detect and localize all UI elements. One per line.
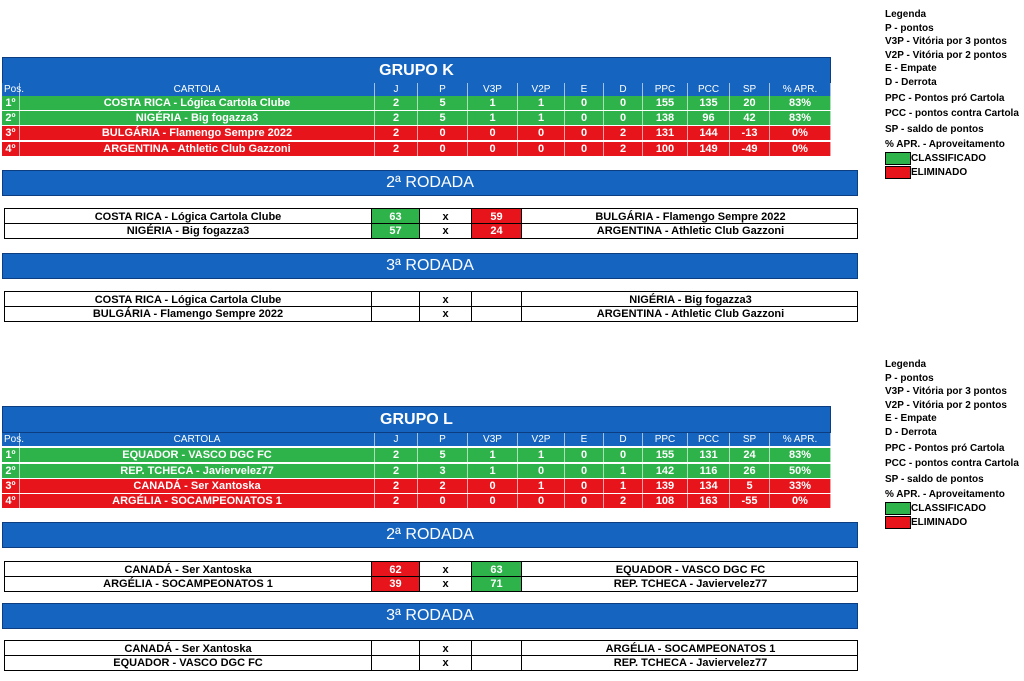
standings-cell-v3p: 1: [468, 111, 518, 125]
standings-cell-e: 0: [565, 479, 604, 493]
standings-cell-apr: 83%: [770, 448, 831, 462]
match-row: [4, 208, 858, 224]
legend-item: % APR. - Aproveitamento: [885, 489, 1005, 501]
match-away-team: REP. TCHECA - Javiervelez77: [521, 577, 859, 591]
legend-item: % APR. - Aproveitamento: [885, 139, 1005, 151]
match-row: [4, 576, 858, 592]
match-away-score: 71: [471, 577, 521, 591]
legend-item: PCC - pontos contra Cartola: [885, 458, 1019, 470]
standings-cell-e: 0: [565, 494, 604, 508]
standings-cell-v3p: 1: [468, 448, 518, 462]
match-home-score: 62: [371, 562, 419, 577]
column-header: PCC: [688, 83, 730, 96]
standings-row: [2, 96, 831, 111]
standings-cell-d: 2: [604, 494, 643, 508]
match-home-team: NIGÉRIA - Big fogazza3: [126, 225, 250, 237]
standings-cell-v3p: 0: [468, 142, 518, 156]
legend-eliminated-swatch: [885, 516, 911, 529]
standings-cell-e: 0: [565, 96, 604, 110]
column-header: J: [375, 83, 418, 96]
legend-item: PPC - Pontos pró Cartola: [885, 442, 1005, 454]
match-away-score: [471, 641, 521, 656]
match-versus: x: [419, 224, 471, 238]
standings-cell-j: 2: [375, 448, 418, 462]
legend: [885, 358, 1019, 529]
legend-title: Legenda: [885, 359, 927, 370]
standings-cell-sp: -49: [730, 142, 770, 156]
standings-cell-apr: 33%: [770, 479, 831, 493]
legend-item: V3P - Vitória por 3 pontos: [885, 386, 1007, 398]
match-home-score: 63: [371, 209, 419, 224]
standings-cell-j: 2: [375, 142, 418, 156]
column-header: Pos.: [4, 84, 25, 95]
legend-classified-swatch: [885, 152, 911, 165]
match-row: [4, 223, 858, 239]
column-header: PCC: [688, 433, 730, 446]
match-home-team: COSTA RICA - Lógica Cartola Clube: [94, 293, 282, 306]
standings-cell-pos: 2º: [2, 111, 20, 125]
standings-cell-sp: 24: [730, 448, 770, 462]
match-versus: x: [419, 209, 471, 224]
standings-cell-sp: -55: [730, 494, 770, 508]
standings-cell-d: 1: [604, 464, 643, 478]
standings-cell-j: 2: [375, 479, 418, 493]
standings-cell-pos: 4º: [2, 142, 20, 156]
standings-cell-ppc: 108: [643, 494, 688, 508]
standings-cell-v2p: 1: [518, 111, 565, 125]
match-away-score: [471, 656, 521, 670]
standings-cell-apr: 0%: [770, 142, 831, 156]
standings-cell-pos: 2º: [2, 464, 20, 478]
standings-row: [2, 448, 831, 463]
round-banner: 3ª RODADA: [2, 253, 858, 279]
match-away-team: ARGENTINA - Athletic Club Gazzoni: [521, 224, 859, 238]
match-versus: x: [419, 292, 471, 307]
legend-classified: [885, 152, 1019, 166]
standings-cell-team: REP. TCHECA - Javiervelez77: [20, 464, 375, 478]
match-home-score: [371, 292, 419, 307]
standings-cell-d: 1: [604, 479, 643, 493]
standings-cell-e: 0: [565, 448, 604, 462]
standings-cell-pcc: 163: [688, 494, 730, 508]
standings-cell-team: EQUADOR - VASCO DGC FC: [20, 448, 375, 462]
group-title: [2, 57, 831, 84]
legend-classified: [885, 502, 1019, 516]
standings-cell-ppc: 139: [643, 479, 688, 493]
standings-cell-d: 2: [604, 126, 643, 140]
standings-cell-j: 2: [375, 494, 418, 508]
standings-cell-pos: 1º: [2, 96, 20, 110]
match-home-score: [371, 656, 419, 670]
standings-cell-v2p: 0: [518, 464, 565, 478]
standings-cell-p: 0: [418, 494, 468, 508]
legend-item: PPC - Pontos pró Cartola: [885, 92, 1005, 104]
standings-cell-v2p: 1: [518, 479, 565, 493]
standings-cell-d: 0: [604, 448, 643, 462]
standings-header: [2, 433, 831, 446]
standings-row: [2, 479, 831, 494]
standings-cell-d: 2: [604, 142, 643, 156]
match-home-team: EQUADOR - VASCO DGC FC: [113, 657, 263, 669]
standings-cell-e: 0: [565, 464, 604, 478]
group-title-text: GRUPO K: [379, 62, 454, 79]
standings-cell-sp: 5: [730, 479, 770, 493]
standings-cell-e: 0: [565, 142, 604, 156]
standings-cell-pcc: 116: [688, 464, 730, 478]
standings-cell-ppc: 131: [643, 126, 688, 140]
legend: [885, 8, 1019, 179]
match-versus: x: [419, 562, 471, 577]
column-header: J: [375, 433, 418, 446]
column-header: Pos.: [4, 434, 25, 445]
legend-item: E - Empate: [885, 63, 937, 75]
legend-item: V3P - Vitória por 3 pontos: [885, 36, 1007, 48]
match-versus: x: [419, 656, 471, 670]
standings-cell-apr: 0%: [770, 126, 831, 140]
standings-row: [2, 142, 831, 157]
match-away-score: 63: [471, 562, 521, 577]
standings-cell-ppc: 142: [643, 464, 688, 478]
round-banner: 2ª RODADA: [2, 522, 858, 548]
match-home-score: [371, 641, 419, 656]
standings-row: [2, 464, 831, 479]
standings-cell-v3p: 1: [468, 96, 518, 110]
standings-cell-apr: 83%: [770, 96, 831, 110]
legend-eliminated: [885, 166, 1019, 180]
match-home-team: BULGÁRIA - Flamengo Sempre 2022: [92, 308, 284, 320]
match-row: [4, 291, 858, 307]
column-header: P: [418, 433, 468, 446]
match-home-team: ARGÉLIA - SOCAMPEONATOS 1: [103, 578, 273, 590]
standings-cell-pos: 1º: [2, 448, 20, 462]
standings-cell-team: ARGENTINA - Athletic Club Gazzoni: [20, 142, 375, 156]
legend-classified-swatch: [885, 502, 911, 515]
legend-item: SP - saldo de pontos: [885, 123, 984, 135]
column-header: SP: [730, 433, 770, 446]
standings-cell-p: 2: [418, 479, 468, 493]
match-away-team: REP. TCHECA - Javiervelez77: [521, 656, 859, 670]
match-versus: x: [419, 641, 471, 656]
match-home-score: 39: [371, 577, 419, 591]
standings-cell-team: COSTA RICA - Lógica Cartola Clube: [20, 96, 375, 110]
column-header: E: [565, 83, 604, 96]
legend-eliminated-label: ELIMINADO: [911, 516, 968, 528]
standings-cell-p: 0: [418, 142, 468, 156]
match-away-score: [471, 292, 521, 307]
match-away-team: ARGÉLIA - SOCAMPEONATOS 1: [521, 641, 859, 656]
standings-cell-p: 5: [418, 111, 468, 125]
match-home-team: COSTA RICA - Lógica Cartola Clube: [94, 210, 282, 223]
column-header: % APR.: [770, 83, 831, 96]
standings-cell-team: NIGÉRIA - Big fogazza3: [20, 111, 375, 125]
legend-item: D - Derrota: [885, 76, 937, 88]
legend-item: P - pontos: [885, 372, 934, 384]
standings-cell-pcc: 96: [688, 111, 730, 125]
standings-cell-j: 2: [375, 126, 418, 140]
legend-item: P - pontos: [885, 22, 934, 34]
legend-eliminated-swatch: [885, 166, 911, 179]
standings-cell-team: CANADÁ - Ser Xantoska: [20, 479, 375, 493]
match-away-score: [471, 307, 521, 321]
standings-cell-sp: 26: [730, 464, 770, 478]
standings-cell-pcc: 149: [688, 142, 730, 156]
legend-classified-label: CLASSIFICADO: [911, 153, 986, 165]
column-header: SP: [730, 83, 770, 96]
legend-item: V2P - Vitória por 2 pontos: [885, 49, 1007, 61]
match-away-score: 24: [471, 224, 521, 238]
standings-cell-j: 2: [375, 111, 418, 125]
legend-eliminated-label: ELIMINADO: [911, 166, 968, 178]
standings-cell-v2p: 1: [518, 448, 565, 462]
legend-item: SP - saldo de pontos: [885, 473, 984, 485]
standings-cell-p: 5: [418, 96, 468, 110]
standings-cell-apr: 83%: [770, 111, 831, 125]
match-home-score: 57: [371, 224, 419, 238]
legend-item: D - Derrota: [885, 426, 937, 438]
match-away-team: EQUADOR - VASCO DGC FC: [521, 562, 859, 577]
standings-cell-d: 0: [604, 96, 643, 110]
match-row: [4, 640, 858, 656]
standings-cell-team: BULGÁRIA - Flamengo Sempre 2022: [20, 126, 375, 140]
standings-cell-v3p: 0: [468, 479, 518, 493]
standings-cell-pcc: 135: [688, 96, 730, 110]
column-header: V2P: [518, 83, 565, 96]
standings-cell-sp: 42: [730, 111, 770, 125]
standings-cell-v2p: 0: [518, 494, 565, 508]
group-title: [2, 406, 831, 433]
legend-item: PCC - pontos contra Cartola: [885, 108, 1019, 120]
standings-cell-e: 0: [565, 126, 604, 140]
standings-cell-ppc: 155: [643, 448, 688, 462]
column-header: PPC: [643, 83, 688, 96]
column-header: CARTOLA: [20, 83, 375, 96]
match-versus: x: [419, 307, 471, 321]
match-home-team: CANADÁ - Ser Xantoska: [124, 642, 252, 655]
legend-eliminated: [885, 516, 1019, 530]
column-header: D: [604, 83, 643, 96]
standings-cell-v3p: 0: [468, 494, 518, 508]
match-home-score: [371, 307, 419, 321]
match-row: [4, 655, 858, 671]
legend-classified-label: CLASSIFICADO: [911, 503, 986, 515]
standings-cell-pcc: 131: [688, 448, 730, 462]
standings-cell-sp: -13: [730, 126, 770, 140]
match-row: [4, 561, 858, 577]
match-home-team: CANADÁ - Ser Xantoska: [124, 563, 252, 576]
column-header: V3P: [468, 433, 518, 446]
legend-title: Legenda: [885, 9, 927, 20]
standings-cell-v2p: 0: [518, 142, 565, 156]
standings-cell-sp: 20: [730, 96, 770, 110]
standings-cell-pos: 3º: [2, 479, 20, 493]
standings-cell-pos: 3º: [2, 126, 20, 140]
column-header: E: [565, 433, 604, 446]
column-header: V3P: [468, 83, 518, 96]
column-header: CARTOLA: [20, 433, 375, 446]
legend-item: V2P - Vitória por 2 pontos: [885, 399, 1007, 411]
match-row: [4, 306, 858, 322]
standings-row: [2, 111, 831, 126]
standings-cell-ppc: 100: [643, 142, 688, 156]
match-away-team: ARGENTINA - Athletic Club Gazzoni: [521, 307, 859, 321]
round-banner: 3ª RODADA: [2, 603, 858, 629]
column-header: D: [604, 433, 643, 446]
match-versus: x: [419, 577, 471, 591]
standings-row: [2, 126, 831, 141]
standings-cell-ppc: 138: [643, 111, 688, 125]
standings-row: [2, 494, 831, 509]
column-header: % APR.: [770, 433, 831, 446]
standings-cell-p: 5: [418, 448, 468, 462]
standings-cell-apr: 50%: [770, 464, 831, 478]
standings-cell-v3p: 0: [468, 126, 518, 140]
standings-cell-j: 2: [375, 464, 418, 478]
column-header: PPC: [643, 433, 688, 446]
standings-cell-v3p: 1: [468, 464, 518, 478]
standings-cell-pos: 4º: [2, 494, 20, 508]
match-away-team: NIGÉRIA - Big fogazza3: [521, 292, 859, 307]
standings-cell-v2p: 0: [518, 126, 565, 140]
standings-cell-d: 0: [604, 111, 643, 125]
standings-cell-e: 0: [565, 111, 604, 125]
standings-cell-ppc: 155: [643, 96, 688, 110]
group-title-text: GRUPO L: [380, 411, 453, 428]
standings-cell-v2p: 1: [518, 96, 565, 110]
match-away-score: 59: [471, 209, 521, 224]
column-header: P: [418, 83, 468, 96]
round-banner: 2ª RODADA: [2, 170, 858, 196]
standings-cell-j: 2: [375, 96, 418, 110]
match-away-team: BULGÁRIA - Flamengo Sempre 2022: [521, 209, 859, 224]
standings-cell-team: ARGÉLIA - SOCAMPEONATOS 1: [20, 494, 375, 508]
column-header: V2P: [518, 433, 565, 446]
standings-cell-p: 0: [418, 126, 468, 140]
standings-cell-apr: 0%: [770, 494, 831, 508]
standings-cell-pcc: 144: [688, 126, 730, 140]
standings-cell-p: 3: [418, 464, 468, 478]
legend-item: E - Empate: [885, 413, 937, 425]
standings-header: [2, 83, 831, 96]
standings-cell-pcc: 134: [688, 479, 730, 493]
